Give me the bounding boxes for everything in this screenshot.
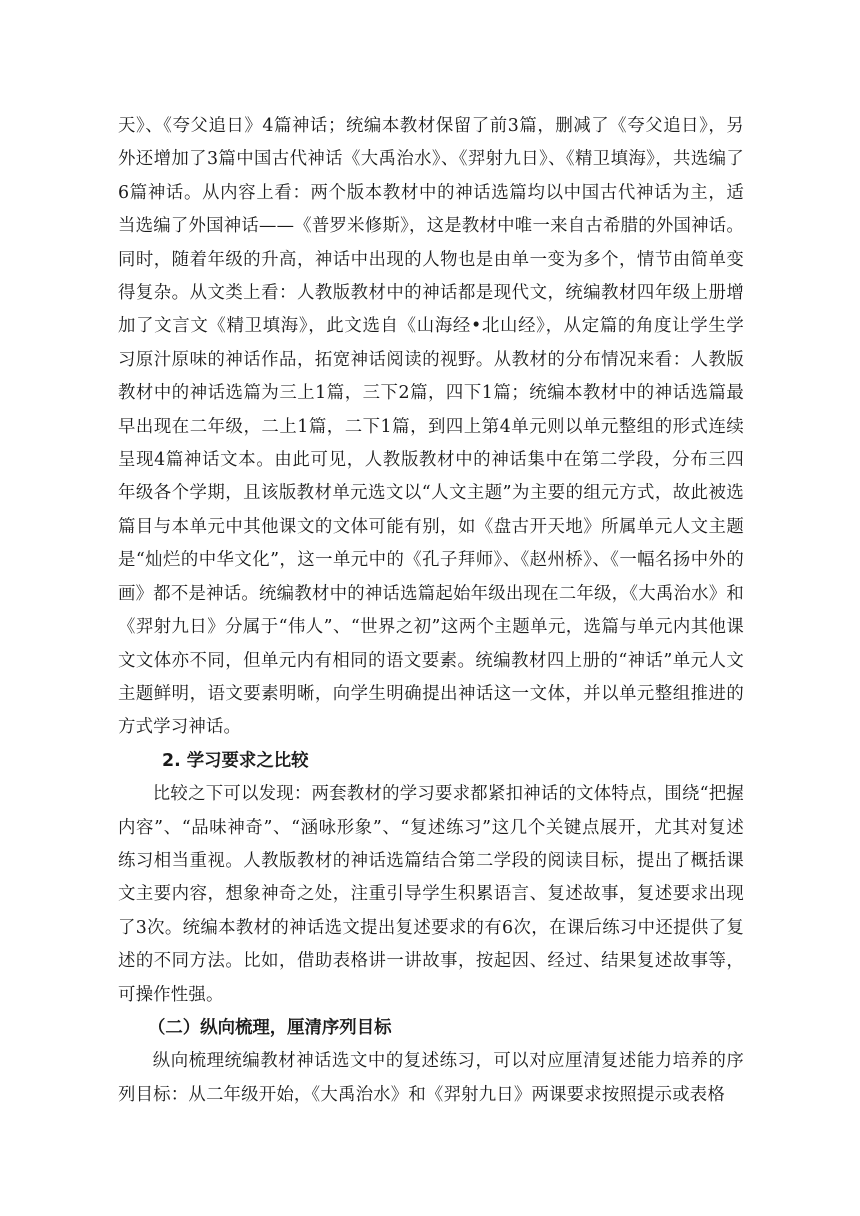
heading-vertical-review: （二）纵向梳理，厘清序列目标 — [148, 1017, 392, 1038]
heading-learning-requirements: 2. 学习要求之比较 — [162, 750, 309, 771]
document-body — [118, 110, 744, 1112]
paragraph-learning-requirements: 比较之下可以发现：两套教材的学习要求都紧扣神话的文体特点，围绕“把握内容”、“品味神奇”、“涵咏形象”、“复述练习”这几个关键点展开，尤其对复述练习相当重视。人教版教材的神话选篇结合第二学段的阅读目标，提出了概括课文主要内容，想象神奇之处，注重引导学生积累语言、复述故事，复述要求出现了3次。统编本教材的神话选文提出复述要求的有6次，在课后练习中还提供了复述的不同方法。比如，借助表格讲一讲故事，按起因、经过、结果复述故事等，可操作性强。 — [118, 784, 744, 1005]
paragraph-vertical-review: 纵向梳理统编教材神话选文中的复述练习，可以对应厘清复述能力培养的序列目标：从二年级开始，《大禹治水》和《羿射九日》两课要求按照提示或表格 — [118, 1051, 744, 1105]
paragraph-textbook-comparison: 天》、《夸父追日》4篇神话；统编本教材保留了前3篇，删减了《夸父追日》，另外还增加了3篇中国古代神话《大禹治水》、《羿射九日》、《精卫填海》，共选编了6篇神话。从内容上看：两个版本教材中的神话选篇均以中国古代神话为主，适当选编了外国神话——《普罗米修斯》，这是教材中唯一来自古希腊的外国神话。同时，随着年级的升高，神话中出现的人物也是由单一变为多个，情节由简单变得复杂。从文类上看：人教版教材中的神话都是现代文，统编教材四年级上册增加了文言文《精卫填海》，此文选自《山海经•北山经》，从定篇的角度让学生学习原汁原味的神话作品，拓宽神话阅读的视野。从教材的分布情况来看：人教版教材中的神话选篇为三上1篇，三下2篇，四下1篇；统编本教材中的神话选篇最早出现在二年级，二上1篇，二下1篇，到四上第4单元则以单元整组的形式连续呈现4篇神话文本。由此可见，人教版教材中的神话集中在第二学段，分布三四年级各个学期，且该版教材单元选文以“人文主题”为主要的组元方式，故此被选篇目与本单元中其他课文的文体可能有别，如《盘古开天地》所属单元人文主题是“灿烂的中华文化”，这一单元中的《孔子拜师》、《赵州桥》、《一幅名扬中外的画》都不是神话。统编教材中的神话选篇起始年级出现在二年级，《大禹治水》和《羿射九日》分属于“伟人”、“世界之初”这两个主题单元，选篇与单元内其他课文文体亦不同，但单元内有相同的语文要素。统编教材四上册的“神话”单元人文主题鲜明，语文要素明晰，向学生明确提出神话这一文体，并以单元整组推进的方式学习神话。 — [118, 116, 744, 738]
